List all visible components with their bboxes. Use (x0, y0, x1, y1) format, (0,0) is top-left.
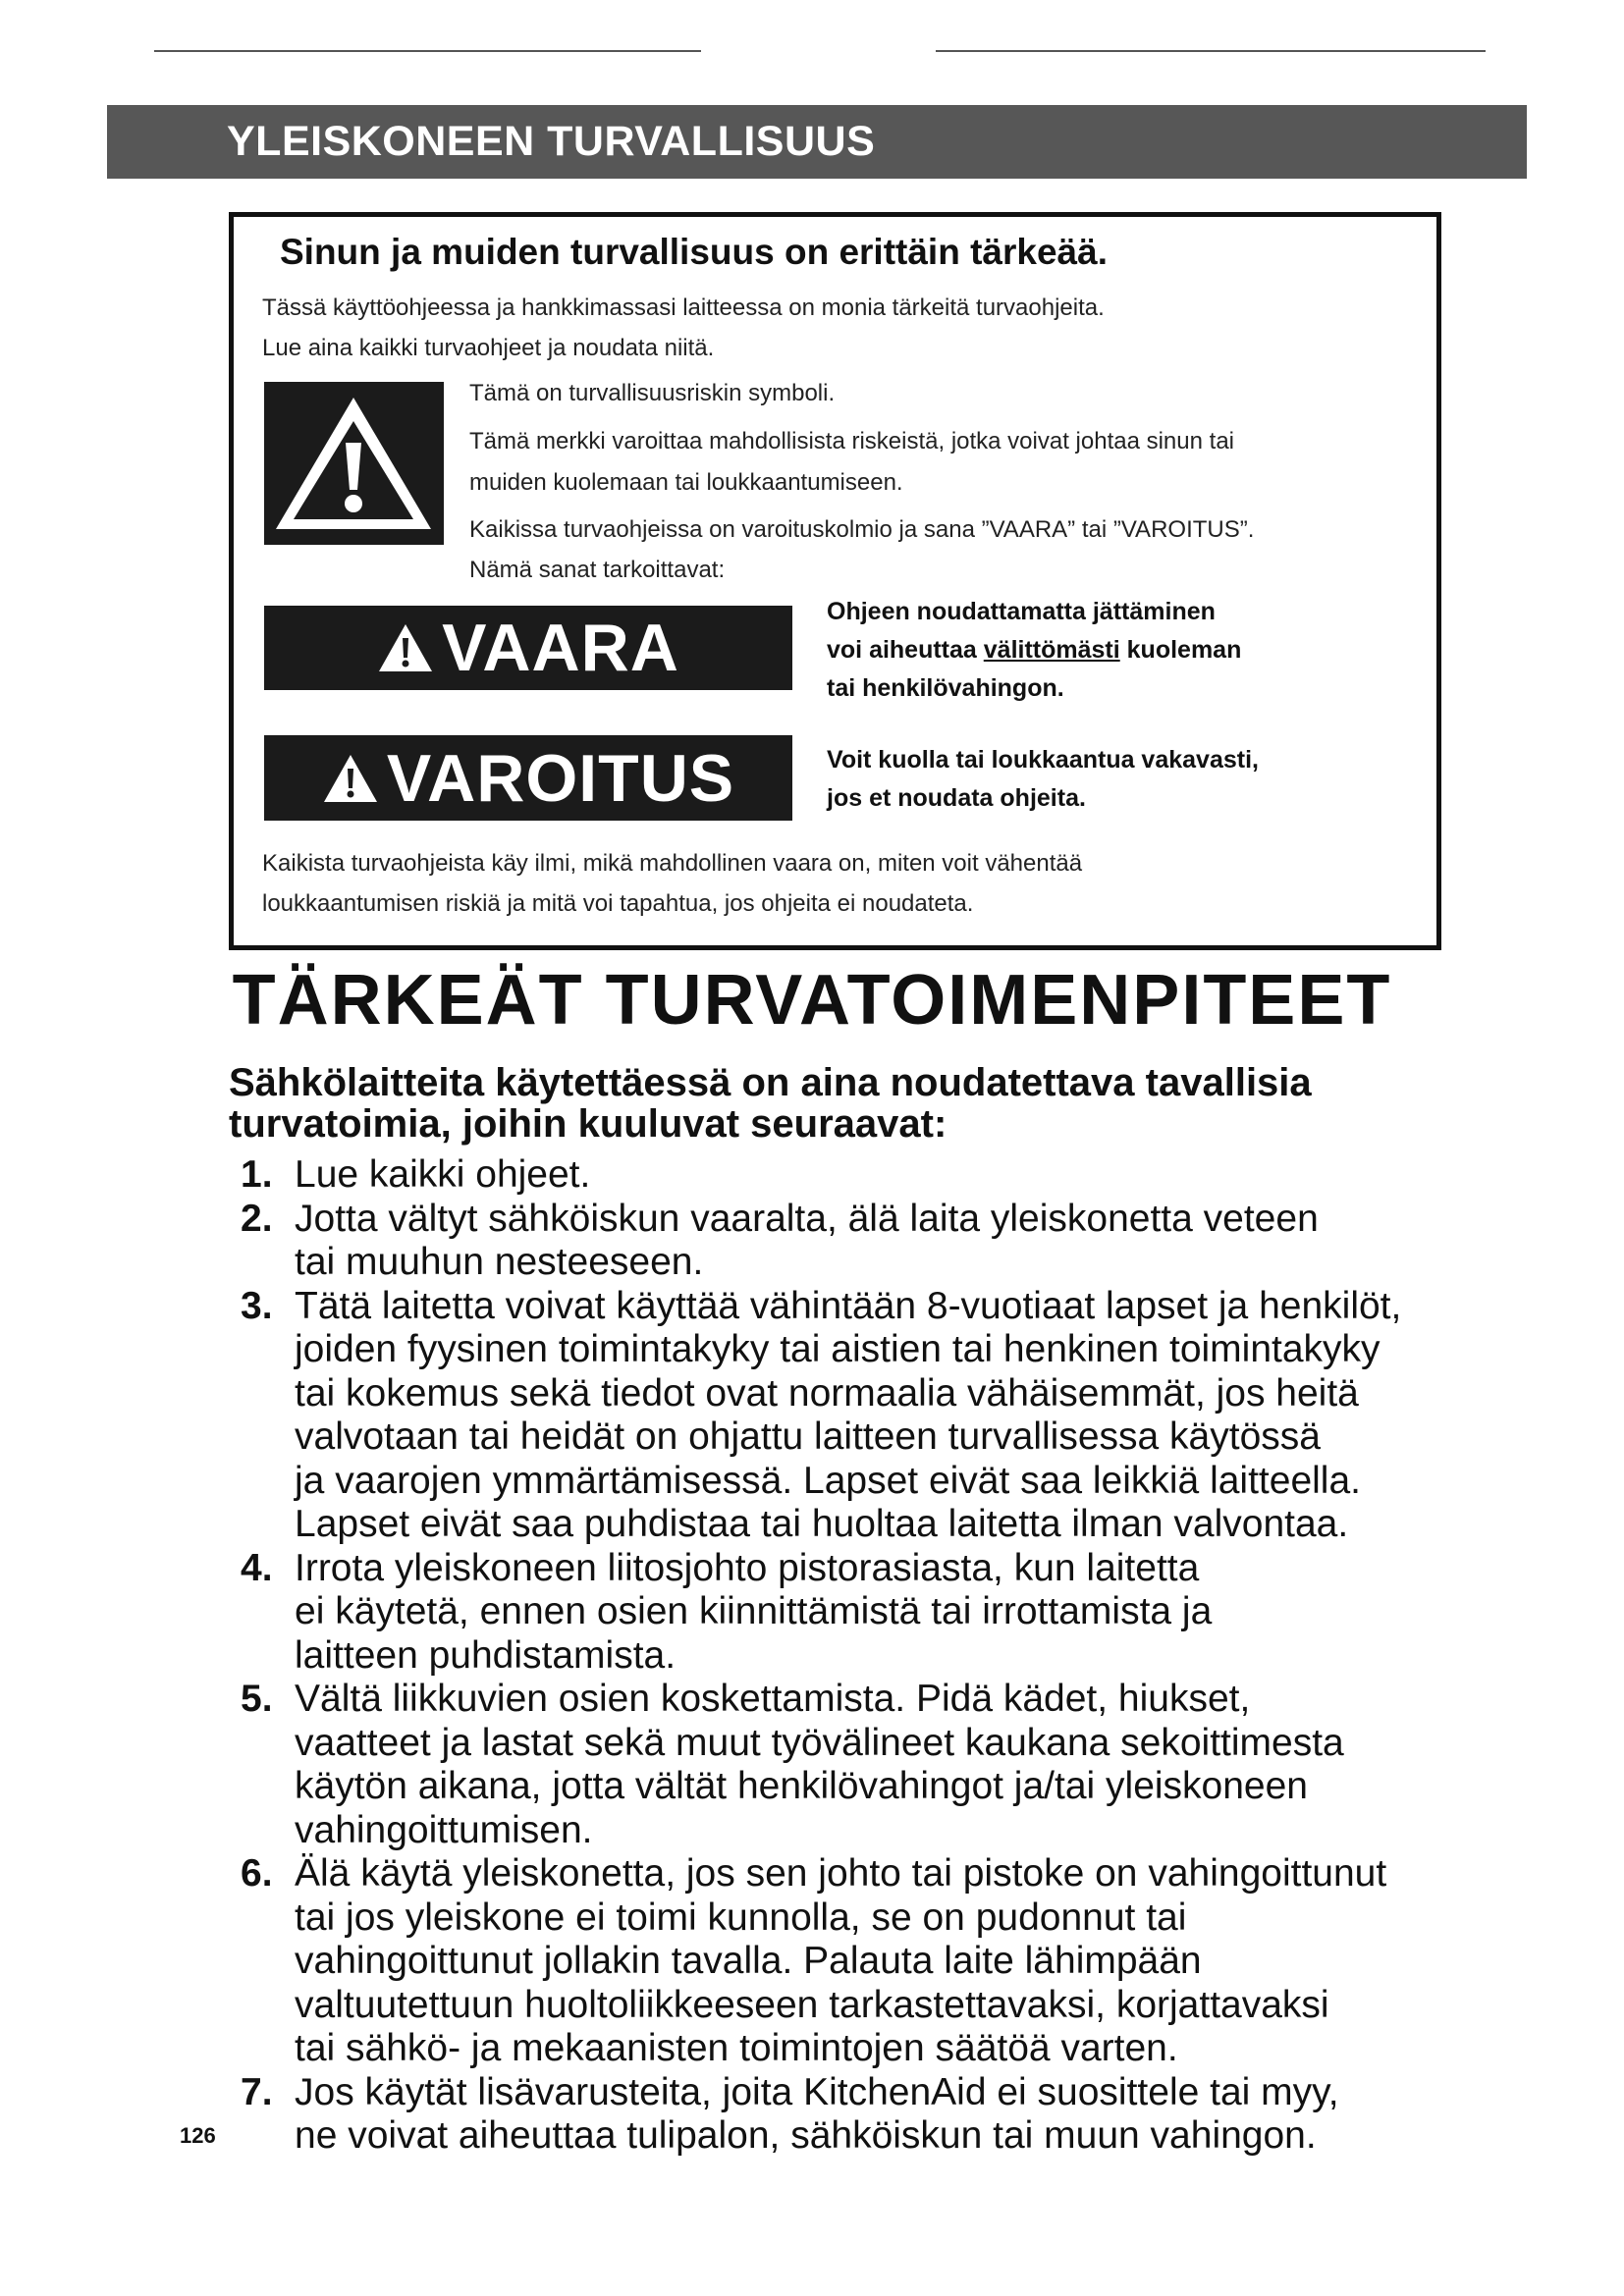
warning-triangle-icon (377, 622, 434, 673)
item-text-line: vahingoittunut jollakin tavalla. Palauta laite lähimpään (295, 1940, 1202, 1982)
item-text-line: tai muuhun nesteeseen. (295, 1241, 704, 1283)
item-text-line: Älä käytä yleiskonetta, jos sen johto tai pistoke on vahingoittunut (295, 1852, 1387, 1895)
safety-intro-line: Lue aina kaikki turvaohjeet ja noudata niitä. (262, 335, 715, 361)
safety-intro-line: Tässä käyttöohjeessa ja hankkimassasi laitteessa on monia tärkeitä turvaohjeita. (262, 294, 1105, 321)
item-number: 6. (241, 1852, 273, 1895)
warning-triangle-icon (322, 753, 379, 804)
item-text-line: Vältä liikkuvien osien koskettamista. Pidä kädet, hiukset, (295, 1678, 1251, 1720)
symbol-description-line: Kaikissa turvaohjeissa on varoituskolmio ja sana ”VAARA” tai ”VAROITUS”. (469, 516, 1255, 543)
intro-line: turvatoimia, joihin kuuluvat seuraavat: (229, 1102, 947, 1146)
symbol-description-line: Tämä merkki varoittaa mahdollisista riskeistä, jotka voivat johtaa sinun tai (469, 428, 1234, 454)
list-item (226, 1852, 1532, 2071)
list-item (226, 1153, 1532, 1198)
item-text-line: vahingoittumisen. (295, 1808, 593, 1851)
warning-description-line: Voit kuolla tai loukkaantua vakavasti, (827, 746, 1259, 774)
safety-info-box (229, 212, 1441, 950)
item-text-line: Jos käytät lisävarusteita, joita KitchenAid ei suosittele tai myy, (295, 2070, 1339, 2113)
item-text-line: Irrota yleiskoneen liitosjohto pistorasiasta, kun laitetta (295, 1546, 1200, 1589)
list-item (226, 1198, 1532, 1285)
item-text-line: Tätä laitetta voivat käyttää vähintään 8-vuotiaat lapset ja henkilöt, (295, 1284, 1402, 1327)
safety-footer-line: Kaikista turvaohjeista käy ilmi, mikä mahdollinen vaara on, miten voit vähentää (262, 850, 1083, 877)
intro-paragraph (229, 1062, 1505, 1145)
item-text-line: ei käytetä, ennen osien kiinnittämistä tai irrottamista ja (295, 1590, 1213, 1632)
danger-text-part: voi aiheuttaa (827, 636, 984, 664)
intro-line: Sähkölaitteita käytettäessä on aina noudatettava tavallisia (229, 1061, 1312, 1104)
item-number: 7. (241, 2070, 273, 2113)
danger-description (827, 593, 1241, 708)
warning-description-line: jos et noudata ohjeita. (827, 784, 1086, 812)
item-number: 2. (241, 1197, 273, 1240)
item-text-line: tai kokemus sekä tiedot ovat normaalia vähäisemmät, jos heitä (295, 1371, 1359, 1415)
warning-label-text: VAROITUS (386, 740, 735, 816)
danger-description-line: tai henkilövahingon. (827, 674, 1064, 702)
item-text-line: ja vaarojen ymmärtämisessä. Lapset eivät saa leikkiä laitteella. (295, 1459, 1362, 1502)
list-item (226, 1285, 1532, 1547)
list-item (226, 1678, 1532, 1852)
warning-triangle-icon (264, 382, 444, 545)
top-rule-right (936, 50, 1486, 52)
item-number: 5. (241, 1678, 273, 1720)
item-number: 4. (241, 1546, 273, 1589)
danger-text-part: kuoleman (1119, 636, 1242, 664)
item-text-line: joiden fyysinen toimintakyky tai aistien tai henkinen toimintakyky (295, 1328, 1380, 1370)
safety-box-heading: Sinun ja muiden turvallisuus on erittäin tärkeää. (280, 232, 1108, 272)
item-text-line: ne voivat aiheuttaa tulipalon, sähköiskun tai muun vahingon. (295, 2114, 1317, 2157)
item-text-line: valtuutettuun huoltoliikkeeseen tarkastettavaksi, korjattavaksi (295, 1983, 1329, 2026)
safety-footer-line: loukkaantumisen riskiä ja mitä voi tapahtua, jos ohjeita ei noudateta. (262, 890, 974, 917)
danger-emphasis: välittömästi (983, 636, 1120, 664)
item-number: 1. (241, 1153, 273, 1196)
list-item (226, 2071, 1532, 2159)
item-text-line: Lapset eivät saa puhdistaa tai huoltaa laitetta ilman valvontaa. (295, 1503, 1349, 1545)
list-item (226, 1547, 1532, 1679)
item-number: 3. (241, 1284, 273, 1327)
danger-description-line (827, 631, 1241, 669)
section-header-bar (107, 105, 1527, 179)
item-text-line: tai sähkö- ja mekaanisten toimintojen säätöä varten. (295, 2027, 1178, 2069)
warning-signal-label (264, 735, 792, 821)
warning-description (827, 741, 1259, 818)
symbol-description-line: Tämä on turvallisuusriskin symboli. (469, 380, 836, 406)
section-title: YLEISKONEEN TURVALLISUUS (227, 118, 876, 165)
item-text-line: vaatteet ja lastat sekä muut työvälineet kaukana sekoittimesta (295, 1721, 1344, 1764)
safety-instructions-list (226, 1153, 1532, 2159)
item-text-line: tai jos yleiskone ei toimi kunnolla, se on pudonnut tai (295, 1896, 1187, 1939)
item-text-line: käytön aikana, jotta vältät henkilövahingot ja/tai yleiskoneen (295, 1765, 1308, 1807)
symbol-description-line: muiden kuolemaan tai loukkaantumiseen. (469, 469, 903, 496)
item-text-line: Jotta vältyt sähköiskun vaaralta, älä laita yleiskonetta veteen (295, 1197, 1319, 1240)
item-text-line: Lue kaikki ohjeet. (295, 1153, 591, 1196)
danger-description-line: Ohjeen noudattamatta jättäminen (827, 598, 1216, 625)
top-rule-left (154, 50, 701, 52)
page-title: TÄRKEÄT TURVATOIMENPITEET (232, 961, 1392, 1040)
page-number: 126 (180, 2123, 216, 2148)
item-text-line: laitteen puhdistamista. (295, 1633, 677, 1677)
danger-label-text: VAARA (442, 611, 679, 685)
item-text-line: valvotaan tai heidät on ohjattu laitteen turvallisessa käytössä (295, 1415, 1321, 1458)
danger-signal-label (264, 606, 792, 690)
symbol-description-line: Nämä sanat tarkoittavat: (469, 557, 726, 583)
